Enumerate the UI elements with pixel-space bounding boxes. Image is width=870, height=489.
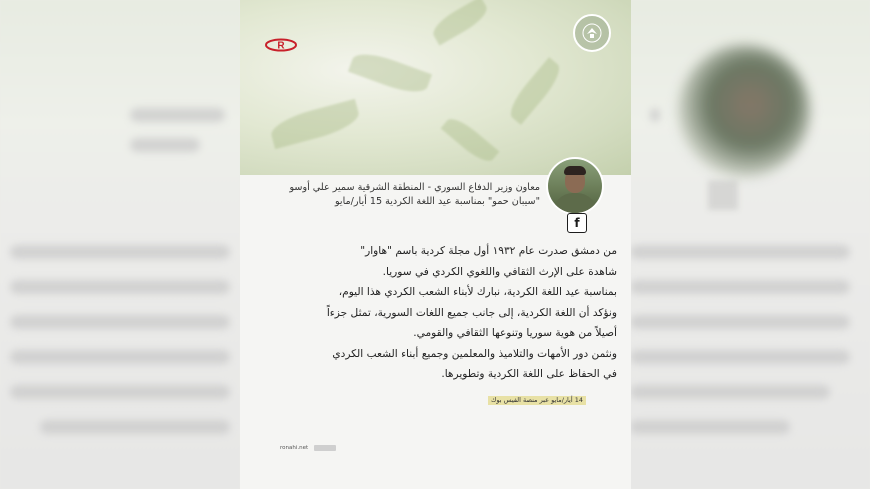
- post-author-caption: [250, 181, 540, 209]
- blur-text: [130, 108, 225, 122]
- blur-text: [10, 280, 230, 294]
- leaf-decoration: [441, 113, 500, 167]
- blur-text: [630, 280, 850, 294]
- blur-facebook-box: [708, 180, 738, 210]
- blur-text: [630, 420, 790, 434]
- post-body: [254, 241, 617, 385]
- post-paragraph: ونثمن دور الأمهات والتلاميذ والمعلمين وجميع أبناء الشعب الكردي: [332, 347, 617, 360]
- blur-text: [630, 315, 850, 329]
- footer-site[interactable]: ronahi.net: [280, 445, 309, 451]
- post-paragraph: أصيلاً من هوية سوريا وتنوعها الثقافي والقومي.: [413, 327, 617, 339]
- blur-text: [630, 245, 850, 259]
- date-badge: 14 أيار/مايو عبر منصة الفيس بوك: [488, 396, 586, 405]
- post-card: [240, 0, 631, 489]
- svg-text:R: R: [277, 40, 285, 52]
- leaf-decoration: [268, 99, 362, 149]
- facebook-icon[interactable]: f: [567, 213, 587, 233]
- post-paragraph: ونؤكد أن اللغة الكردية، إلى جانب جميع اللغات السورية، تمثل جزءاً: [326, 306, 617, 319]
- footer-logo-icon: [314, 445, 336, 451]
- header-banner: [240, 0, 631, 175]
- profile-avatar: [546, 157, 604, 215]
- post-paragraph: شاهدة على الإرث الثقافي واللغوي الكردي في سوريا.: [382, 265, 617, 278]
- ronahi-logo-icon: [265, 38, 297, 52]
- leaf-decoration: [348, 47, 432, 99]
- post-paragraph: من دمشق صدرت عام ١٩٣٢ أول مجلة كردية باسم "هاوار": [360, 245, 617, 257]
- leaf-decoration: [504, 57, 566, 125]
- blur-text: [10, 245, 230, 259]
- blur-text: [650, 108, 660, 122]
- post-paragraph: بمناسبة عيد اللغة الكردية، نبارك لأبناء الشعب الكردي هذا اليوم،: [338, 286, 617, 298]
- blur-text: [10, 350, 230, 364]
- blur-text: [10, 385, 230, 399]
- blurred-background-left: [0, 0, 240, 489]
- blur-text: [40, 420, 230, 434]
- leaf-decoration: [429, 0, 492, 46]
- post-paragraph: في الحفاظ على اللغة الكردية وتطويرها.: [441, 368, 617, 380]
- blur-text: [630, 350, 850, 364]
- blur-text: [10, 315, 230, 329]
- caption-line: معاون وزير الدفاع السوري - المنطقة الشرقية سمير علي أوسو: [289, 182, 540, 193]
- caption-line: "سيبان حمو" بمناسبة عيد اللغة الكردية 15 أيار/مايو: [334, 196, 540, 207]
- blur-text: [630, 385, 830, 399]
- emblem-icon: [573, 14, 611, 52]
- blur-text: [130, 138, 200, 152]
- blurred-portrait: [678, 45, 810, 177]
- footer: [280, 445, 336, 451]
